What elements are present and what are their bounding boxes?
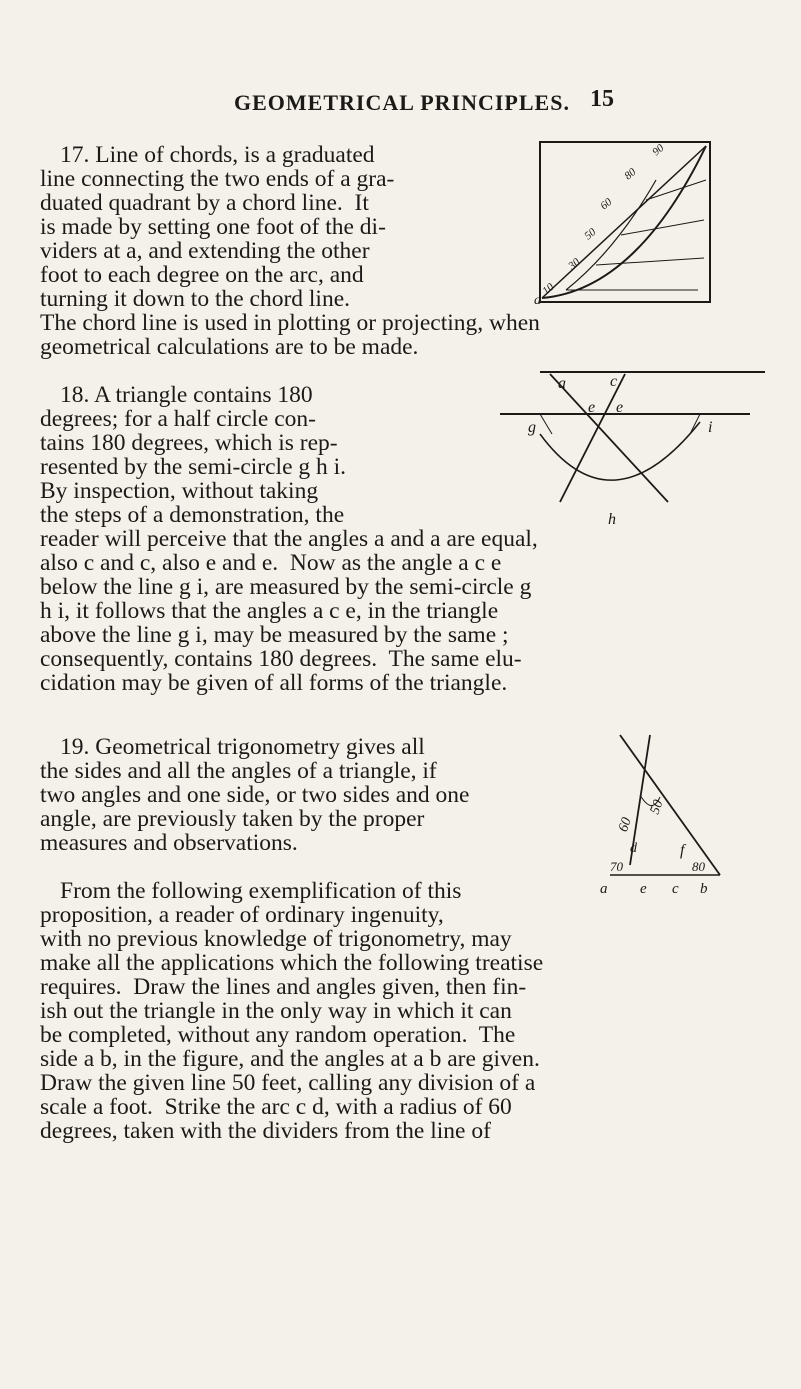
text-line: two angles and one side, or two sides and one (40, 782, 470, 808)
figure-label: c (672, 881, 679, 897)
figure-label: i (708, 419, 713, 436)
text-line: degrees; for a half circle con- (40, 406, 316, 432)
text-line: duated quadrant by a chord line. It (40, 190, 369, 216)
figure-label: 60 (615, 815, 635, 834)
svg-text:60: 60 (598, 196, 615, 213)
running-head: GEOMETRICAL PRINCIPLES. (234, 90, 570, 115)
text-line: foot to each degree on the arc, and (40, 262, 364, 288)
text-line: the steps of a demonstration, the (40, 502, 345, 528)
svg-text:30: 30 (566, 256, 583, 273)
trigonometry-figure (600, 735, 800, 905)
text-line: the sides and all the angles of a triangle, if (40, 758, 437, 784)
text-line: geometrical calculations are to be made. (40, 334, 419, 360)
text-line: turning it down to the chord line. (40, 286, 351, 312)
text-line: line connecting the two ends of a gra- (40, 166, 395, 192)
text-line: viders at a, and extending the other (40, 238, 370, 264)
text-line: From the following exemplification of this (60, 878, 462, 904)
text-line: ish out the triangle in the only way in which it can (40, 998, 512, 1024)
page-header (0, 86, 801, 122)
text-line: consequently, contains 180 degrees. The same elu- (40, 646, 522, 672)
text-line: cidation may be given of all forms of the triangle. (40, 670, 508, 696)
text-line: be completed, without any random operation. The (40, 1022, 516, 1048)
text-line: scale a foot. Strike the arc c d, with a radius of 60 (40, 1094, 512, 1120)
text-line: tains 180 degrees, which is rep- (40, 430, 338, 456)
figure-label: f (680, 842, 685, 859)
text-line: below the line g i, are measured by the semi-circle g (40, 574, 532, 600)
figure-label: h (608, 511, 616, 528)
triangle-180-figure (500, 372, 770, 532)
text-line: proposition, a reader of ordinary ingenuity, (40, 902, 444, 928)
figure-label: a (558, 375, 566, 392)
text-line: 18. A triangle contains 180 (60, 382, 313, 408)
text-line: above the line g i, may be measured by the same ; (40, 622, 509, 648)
svg-text:10: 10 (540, 281, 557, 298)
page-number: 15 (590, 86, 614, 112)
text-line: make all the applications which the following treatise (40, 950, 544, 976)
figure-label: b (700, 881, 708, 897)
svg-text:50: 50 (582, 226, 599, 243)
text-line: with no previous knowledge of trigonometry, may (40, 926, 512, 952)
figure-label: a (600, 881, 608, 897)
text-line: resented by the semi-circle g h i. (40, 454, 347, 480)
text-line: also c and c, also e and e. Now as the angle a c e (40, 550, 502, 576)
text-line: The chord line is used in plotting or projecting, when (40, 310, 540, 336)
figure-label: 70 (610, 859, 623, 874)
svg-text:80: 80 (622, 166, 639, 183)
figure-label: g (528, 419, 536, 436)
text-line: degrees, taken with the dividers from the line of (40, 1118, 491, 1144)
svg-text:90: 90 (650, 142, 667, 159)
text-line: measures and observations. (40, 830, 298, 856)
figure-label: 80 (692, 859, 705, 874)
figure-label: d (630, 841, 637, 856)
text-line: is made by setting one foot of the di- (40, 214, 386, 240)
figure-label: e (640, 881, 647, 897)
line-of-chords-figure (536, 140, 716, 310)
figure-label: e (588, 399, 596, 416)
text-line: Draw the given line 50 feet, calling any division of a (40, 1070, 536, 1096)
figure-label: e (616, 399, 624, 416)
figure-label: c (610, 373, 618, 390)
text-line: reader will perceive that the angles a and a are equal, (40, 526, 538, 552)
figure-label: a (534, 293, 541, 308)
text-line: 19. Geometrical trigonometry gives all (60, 734, 425, 760)
text-line: By inspection, without taking (40, 478, 319, 504)
text-line: requires. Draw the lines and angles given, then fin- (40, 974, 527, 1000)
text-line: h i, it follows that the angles a c e, in the triangle (40, 598, 499, 624)
text-line: side a b, in the figure, and the angles at a b are given. (40, 1046, 540, 1072)
text-line: angle, are previously taken by the proper (40, 806, 425, 832)
figure-label: 50 (647, 798, 667, 817)
text-line: 17. Line of chords, is a graduated (60, 142, 375, 168)
